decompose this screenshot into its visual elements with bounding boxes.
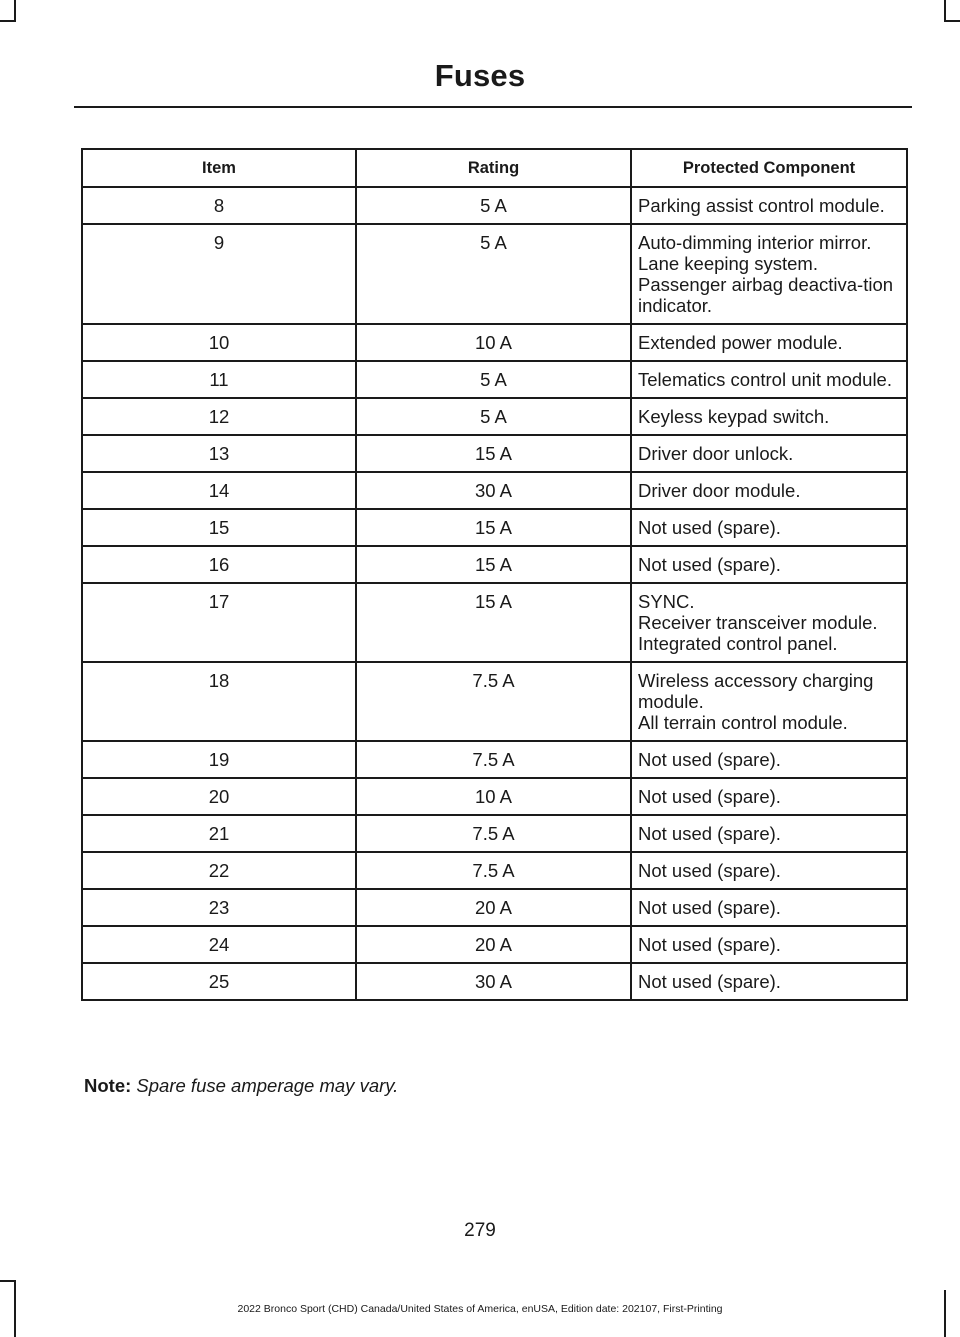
cell-protected-component bbox=[631, 472, 907, 509]
table-row bbox=[82, 741, 907, 778]
cell-rating: 7.5 A bbox=[356, 852, 631, 889]
table-row bbox=[82, 361, 907, 398]
cell-rating: 15 A bbox=[356, 435, 631, 472]
table-row bbox=[82, 509, 907, 546]
component-line: Passenger airbag deactiva-tion indicator. bbox=[638, 274, 894, 316]
cell-item: 22 bbox=[82, 852, 356, 889]
cell-protected-component bbox=[631, 662, 907, 741]
component-line: Wireless accessory charging module. bbox=[638, 670, 874, 712]
cell-rating: 30 A bbox=[356, 963, 631, 1000]
cell-item: 16 bbox=[82, 546, 356, 583]
header-item: Item bbox=[82, 149, 356, 187]
component-line: Not used (spare). bbox=[638, 554, 781, 575]
cell-protected-component bbox=[631, 324, 907, 361]
table-row bbox=[82, 224, 907, 324]
cell-item: 24 bbox=[82, 926, 356, 963]
crop-mark bbox=[0, 1280, 16, 1282]
cell-rating: 10 A bbox=[356, 778, 631, 815]
cell-protected-component bbox=[631, 398, 907, 435]
cell-item: 8 bbox=[82, 187, 356, 224]
table-row bbox=[82, 926, 907, 963]
component-line: Not used (spare). bbox=[638, 823, 781, 844]
cell-rating: 5 A bbox=[356, 398, 631, 435]
cell-item: 15 bbox=[82, 509, 356, 546]
crop-mark bbox=[944, 0, 946, 22]
cell-item: 20 bbox=[82, 778, 356, 815]
component-line: Not used (spare). bbox=[638, 517, 781, 538]
cell-rating: 5 A bbox=[356, 224, 631, 324]
table-row bbox=[82, 889, 907, 926]
cell-item: 17 bbox=[82, 583, 356, 662]
cell-protected-component bbox=[631, 778, 907, 815]
cell-protected-component bbox=[631, 852, 907, 889]
cell-item: 10 bbox=[82, 324, 356, 361]
cell-item: 25 bbox=[82, 963, 356, 1000]
cell-item: 12 bbox=[82, 398, 356, 435]
note-label: Note: bbox=[84, 1075, 132, 1096]
cell-protected-component bbox=[631, 187, 907, 224]
table-row bbox=[82, 472, 907, 509]
cell-protected-component bbox=[631, 889, 907, 926]
component-line: Driver door module. bbox=[638, 480, 801, 501]
cell-item: 23 bbox=[82, 889, 356, 926]
page-number: 279 bbox=[464, 1220, 496, 1241]
crop-mark bbox=[0, 20, 16, 22]
component-line: Not used (spare). bbox=[638, 971, 781, 992]
cell-rating: 30 A bbox=[356, 472, 631, 509]
table-row bbox=[82, 963, 907, 1000]
table-row bbox=[82, 546, 907, 583]
cell-protected-component bbox=[631, 546, 907, 583]
cell-rating: 15 A bbox=[356, 583, 631, 662]
component-line: Receiver transceiver module. bbox=[638, 612, 878, 633]
component-line: Driver door unlock. bbox=[638, 443, 794, 464]
cell-rating: 7.5 A bbox=[356, 815, 631, 852]
table-row bbox=[82, 583, 907, 662]
component-line: Not used (spare). bbox=[638, 860, 781, 881]
note bbox=[84, 1075, 398, 1097]
cell-item: 11 bbox=[82, 361, 356, 398]
table-row bbox=[82, 398, 907, 435]
cell-rating: 5 A bbox=[356, 361, 631, 398]
cell-protected-component bbox=[631, 224, 907, 324]
cell-item: 13 bbox=[82, 435, 356, 472]
cell-protected-component bbox=[631, 926, 907, 963]
table-row bbox=[82, 187, 907, 224]
header-protected-component: Protected Component bbox=[631, 149, 907, 187]
cell-protected-component bbox=[631, 963, 907, 1000]
crop-mark bbox=[944, 20, 960, 22]
component-line: Auto-dimming interior mirror. bbox=[638, 232, 872, 253]
crop-mark bbox=[14, 0, 16, 22]
cell-protected-component bbox=[631, 361, 907, 398]
cell-item: 14 bbox=[82, 472, 356, 509]
component-line: Not used (spare). bbox=[638, 749, 781, 770]
component-line: Telematics control unit module. bbox=[638, 369, 892, 390]
fuse-table bbox=[81, 148, 908, 1001]
component-line: Not used (spare). bbox=[638, 934, 781, 955]
page-title: Fuses bbox=[434, 58, 526, 93]
cell-rating: 15 A bbox=[356, 546, 631, 583]
title-divider bbox=[74, 106, 912, 108]
note-text: Spare fuse amperage may vary. bbox=[136, 1075, 399, 1096]
cell-protected-component bbox=[631, 583, 907, 662]
fuse-table-body bbox=[82, 187, 907, 1000]
cell-rating: 15 A bbox=[356, 509, 631, 546]
cell-rating: 7.5 A bbox=[356, 741, 631, 778]
table-row bbox=[82, 662, 907, 741]
component-line: Not used (spare). bbox=[638, 897, 781, 918]
component-line: Lane keeping system. bbox=[638, 253, 818, 274]
table-row bbox=[82, 852, 907, 889]
cell-item: 21 bbox=[82, 815, 356, 852]
cell-rating: 20 A bbox=[356, 889, 631, 926]
table-header-row bbox=[82, 149, 907, 187]
cell-item: 9 bbox=[82, 224, 356, 324]
table-row bbox=[82, 324, 907, 361]
cell-rating: 20 A bbox=[356, 926, 631, 963]
table-row bbox=[82, 435, 907, 472]
component-line: Parking assist control module. bbox=[638, 195, 885, 216]
cell-protected-component bbox=[631, 815, 907, 852]
cell-item: 18 bbox=[82, 662, 356, 741]
cell-protected-component bbox=[631, 741, 907, 778]
component-line: Integrated control panel. bbox=[638, 633, 838, 654]
component-line: SYNC. bbox=[638, 591, 695, 612]
component-line: All terrain control module. bbox=[638, 712, 848, 733]
cell-rating: 10 A bbox=[356, 324, 631, 361]
component-line: Extended power module. bbox=[638, 332, 843, 353]
cell-rating: 7.5 A bbox=[356, 662, 631, 741]
cell-item: 19 bbox=[82, 741, 356, 778]
footer-edition-info: 2022 Bronco Sport (CHD) Canada/United States of America, enUSA, Edition date: 202107, First-Printing bbox=[237, 1303, 723, 1315]
component-line: Keyless keypad switch. bbox=[638, 406, 830, 427]
table-row bbox=[82, 815, 907, 852]
component-line: Not used (spare). bbox=[638, 786, 781, 807]
cell-protected-component bbox=[631, 509, 907, 546]
header-rating: Rating bbox=[356, 149, 631, 187]
table-row bbox=[82, 778, 907, 815]
cell-rating: 5 A bbox=[356, 187, 631, 224]
cell-protected-component bbox=[631, 435, 907, 472]
